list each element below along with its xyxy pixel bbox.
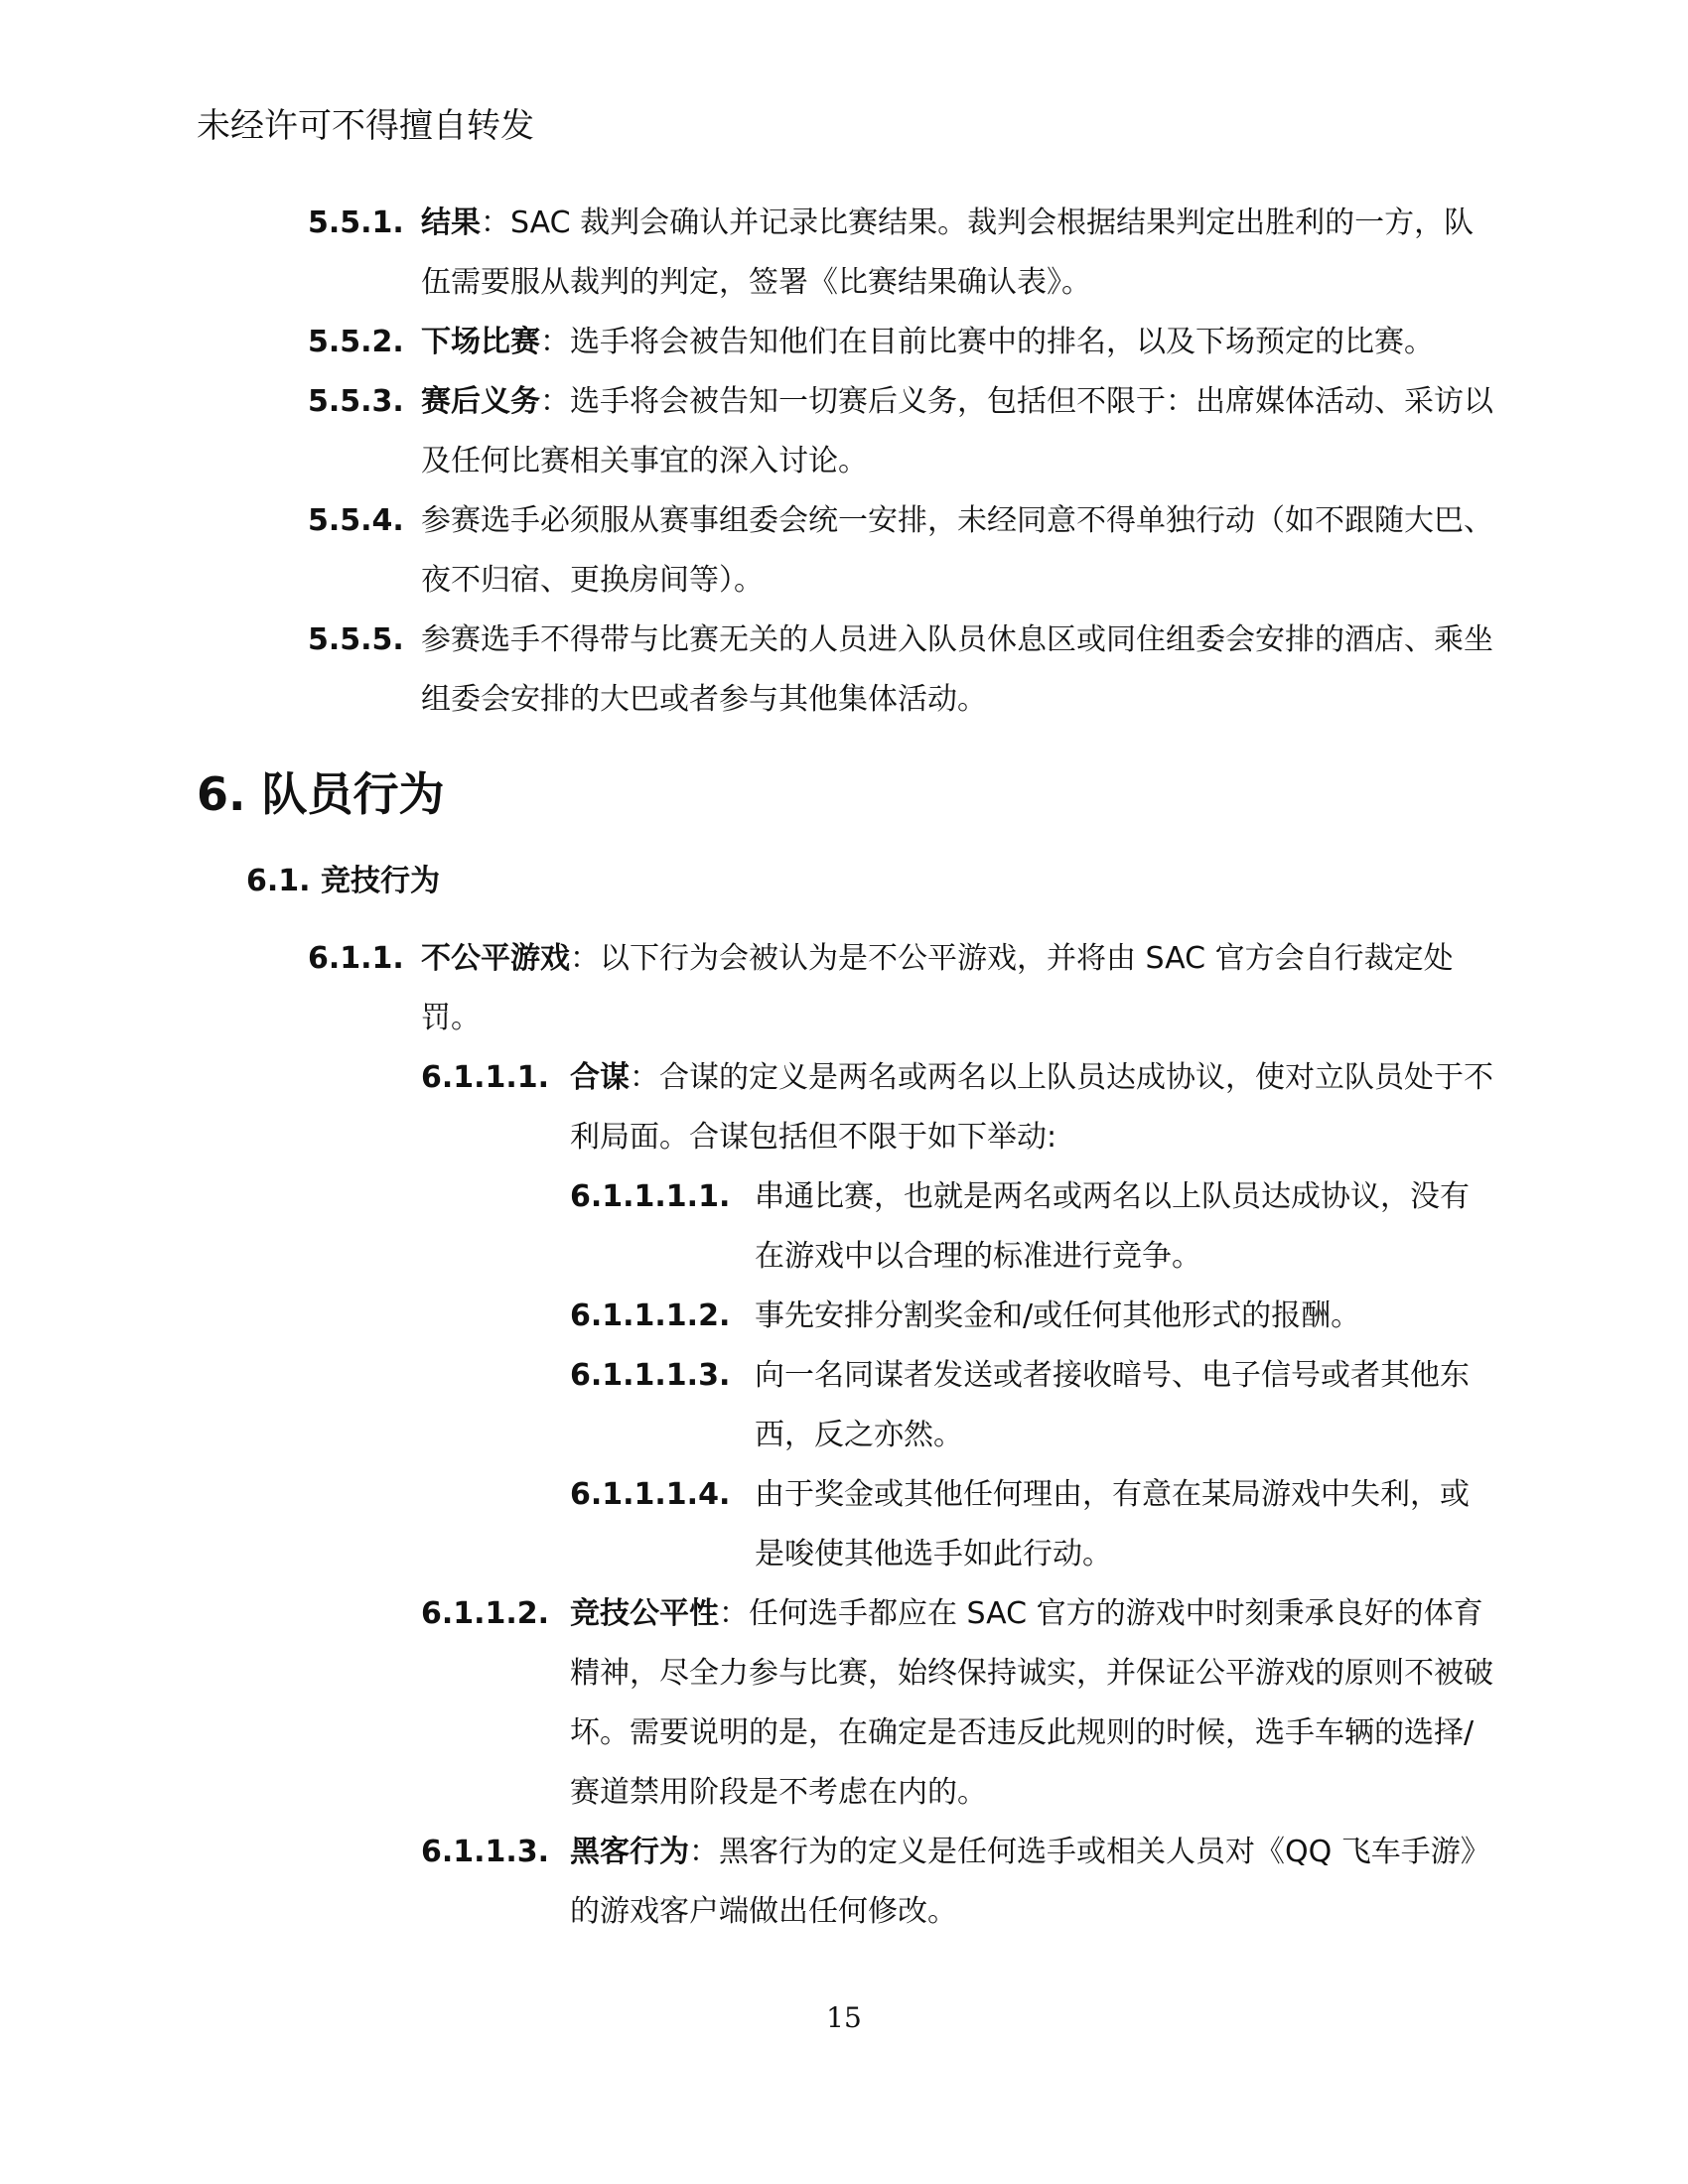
clause-text: 串通比赛，也就是两名或两名以上队员达成协议，没有在游戏中以合理的标准进行竞争。	[755, 1179, 1470, 1274]
clause-term: 合谋	[570, 1060, 630, 1095]
clause-number: 6.1.1.1.	[421, 1060, 550, 1095]
clause-text: 黑客行为：黑客行为的定义是任何选手或相关人员对《QQ 飞车手游》的游戏客户端做出任何修改。	[570, 1835, 1490, 1929]
page-header: 未经许可不得擅自转发	[197, 106, 534, 146]
clause-text: 赛后义务：选手将会被告知一切赛后义务，包括但不限于：出席媒体活动、采访以及任何比赛相关事宜的深入讨论。	[421, 384, 1493, 478]
clause-text: 合谋：合谋的定义是两名或两名以上队员达成协议，使对立队员处于不利局面。合谋包括但不限于如下举动:	[570, 1060, 1493, 1155]
clause-6-1-1-1	[0, 1048, 1688, 1167]
clause-6-1-1-1-3	[0, 1346, 1688, 1465]
clause-term: 不公平游戏	[421, 941, 570, 976]
clause-number: 6.1.1.3.	[421, 1835, 550, 1869]
clause-number: 5.5.2.	[308, 325, 404, 359]
clause-term: 黑客行为	[570, 1835, 689, 1869]
clause-5-5-5	[0, 611, 1688, 730]
clause-term: 下场比赛	[421, 325, 540, 359]
clause-term: 结果	[421, 205, 481, 240]
clause-5-5-3	[0, 372, 1688, 491]
clause-number: 6.1.1.1.3.	[570, 1358, 731, 1393]
clause-text: 向一名同谋者发送或者接收暗号、电子信号或者其他东西，反之亦然。	[755, 1358, 1470, 1452]
clause-text: 结果：SAC 裁判会确认并记录比赛结果。裁判会根据结果判定出胜利的一方，队伍需要服从裁判的判定，签署《比赛结果确认表》。	[421, 205, 1475, 300]
clause-text: 下场比赛：选手将会被告知他们在目前比赛中的排名，以及下场预定的比赛。	[421, 325, 1434, 359]
clause-text: 由于奖金或其他任何理由，有意在某局游戏中失利，或是唆使其他选手如此行动。	[755, 1477, 1470, 1571]
clause-5-5-2	[0, 313, 1688, 372]
clause-number: 5.5.3.	[308, 384, 404, 419]
clause-text: 竞技公平性：任何选手都应在 SAC 官方的游戏中时刻秉承良好的体育精神，尽全力参与比赛，始终保持诚实，并保证公平游戏的原则不被破坏。需要说明的是，在确定是否违反此规则的时候，选手车辆的选择/赛道禁用阶段是不考虑在内的。	[570, 1596, 1493, 1810]
clause-number: 6.1.1.1.2.	[570, 1298, 731, 1333]
clause-5-5-1	[0, 194, 1688, 313]
clause-5-5-4	[0, 491, 1688, 611]
clause-6-1-1-2	[0, 1584, 1688, 1823]
section-heading: 6. 队员行为	[197, 767, 445, 821]
clause-6-1-1-1-4	[0, 1465, 1688, 1584]
clause-number: 6.1.1.1.4.	[570, 1477, 731, 1512]
clause-number: 5.5.5.	[308, 622, 404, 657]
clause-6-1-1-1-1	[0, 1167, 1688, 1287]
clause-6-1-1-3	[0, 1823, 1688, 1942]
clause-number: 5.5.4.	[308, 503, 404, 538]
clause-6-1-1	[0, 929, 1688, 1048]
clause-number: 6.1.1.	[308, 941, 404, 976]
clause-text: 事先安排分割奖金和/或任何其他形式的报酬。	[755, 1298, 1361, 1333]
clause-number: 6.1.1.1.1.	[570, 1179, 731, 1214]
clause-text: 不公平游戏：以下行为会被认为是不公平游戏，并将由 SAC 官方会自行裁定处罚。	[421, 941, 1454, 1035]
clause-text: 参赛选手必须服从赛事组委会统一安排，未经同意不得单独行动（如不跟随大巴、夜不归宿、更换房间等）。	[421, 503, 1493, 598]
page-number: 15	[826, 2001, 862, 2034]
clause-number: 6.1.1.2.	[421, 1596, 550, 1631]
clause-number: 5.5.1.	[308, 205, 404, 240]
clause-6-1-1-1-2	[0, 1287, 1688, 1346]
clause-term: 赛后义务	[421, 384, 540, 419]
clause-text: 参赛选手不得带与比赛无关的人员进入队员休息区或同住组委会安排的酒店、乘坐组委会安排的大巴或者参与其他集体活动。	[421, 622, 1493, 717]
subsection-heading: 6.1. 竞技行为	[246, 864, 440, 898]
clause-term: 竞技公平性	[570, 1596, 719, 1631]
